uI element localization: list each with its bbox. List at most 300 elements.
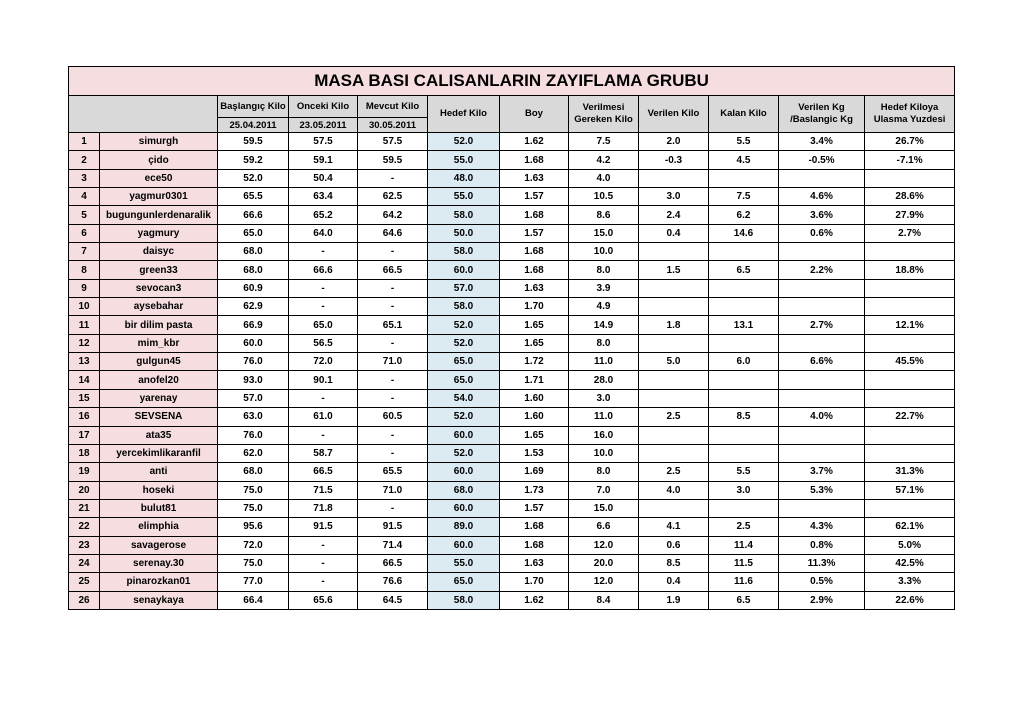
cell-row-number: 15 — [69, 389, 100, 407]
cell-to-lose: 8.0 — [569, 463, 639, 481]
cell-height: 1.68 — [500, 261, 569, 279]
cell-current-kilo: 64.6 — [358, 224, 428, 242]
cell-to-lose: 10.5 — [569, 188, 639, 206]
cell-remaining-kilo: 11.5 — [709, 554, 779, 572]
cell-target-pct — [865, 371, 955, 389]
cell-prev-kilo: 61.0 — [289, 408, 358, 426]
cell-start-kilo: 65.0 — [218, 224, 289, 242]
cell-target-pct — [865, 499, 955, 517]
cell-height: 1.62 — [500, 133, 569, 151]
cell-start-kilo: 95.6 — [218, 518, 289, 536]
cell-height: 1.63 — [500, 169, 569, 187]
cell-to-lose: 3.9 — [569, 279, 639, 297]
cell-target-pct: 5.0% — [865, 536, 955, 554]
cell-member-name: SEVSENA — [100, 408, 218, 426]
cell-member-name: bulut81 — [100, 499, 218, 517]
cell-row-number: 16 — [69, 408, 100, 426]
cell-lost-kilo: 4.1 — [639, 518, 709, 536]
header-target-pct-line2: Ulasma Yuzdesi — [873, 114, 946, 125]
cell-height: 1.62 — [500, 591, 569, 609]
cell-current-kilo: - — [358, 298, 428, 316]
cell-prev-kilo: - — [289, 243, 358, 261]
cell-member-name: anofel20 — [100, 371, 218, 389]
date-prev: 23.05.2011 — [289, 118, 358, 133]
cell-lost-ratio — [779, 389, 865, 407]
cell-remaining-kilo: 11.4 — [709, 536, 779, 554]
cell-height: 1.68 — [500, 518, 569, 536]
table-row — [69, 463, 955, 481]
cell-target-pct — [865, 426, 955, 444]
cell-start-kilo: 68.0 — [218, 261, 289, 279]
cell-member-name: aysebahar — [100, 298, 218, 316]
cell-current-kilo: - — [358, 243, 428, 261]
cell-prev-kilo: 59.1 — [289, 151, 358, 169]
header-height: Boy — [500, 96, 569, 133]
cell-target-pct — [865, 298, 955, 316]
table-row — [69, 151, 955, 169]
cell-prev-kilo: - — [289, 573, 358, 591]
cell-member-name: yagmury — [100, 224, 218, 242]
cell-current-kilo: 91.5 — [358, 518, 428, 536]
cell-to-lose: 8.0 — [569, 334, 639, 352]
cell-target-pct: 18.8% — [865, 261, 955, 279]
table-row — [69, 169, 955, 187]
cell-member-name: senaykaya — [100, 591, 218, 609]
cell-remaining-kilo: 3.0 — [709, 481, 779, 499]
cell-height: 1.57 — [500, 188, 569, 206]
cell-row-number: 17 — [69, 426, 100, 444]
cell-current-kilo: 71.0 — [358, 353, 428, 371]
cell-row-number: 7 — [69, 243, 100, 261]
table-row — [69, 591, 955, 609]
cell-current-kilo: 76.6 — [358, 573, 428, 591]
cell-member-name: çido — [100, 151, 218, 169]
cell-row-number: 18 — [69, 444, 100, 462]
cell-prev-kilo: 71.8 — [289, 499, 358, 517]
cell-remaining-kilo — [709, 444, 779, 462]
cell-prev-kilo: 65.6 — [289, 591, 358, 609]
cell-current-kilo: - — [358, 499, 428, 517]
cell-to-lose: 15.0 — [569, 224, 639, 242]
cell-start-kilo: 75.0 — [218, 481, 289, 499]
cell-target-kilo: 50.0 — [428, 224, 500, 242]
table-row — [69, 444, 955, 462]
cell-to-lose: 6.6 — [569, 518, 639, 536]
cell-lost-ratio — [779, 298, 865, 316]
cell-row-number: 8 — [69, 261, 100, 279]
cell-prev-kilo: 65.2 — [289, 206, 358, 224]
table-row — [69, 426, 955, 444]
cell-start-kilo: 77.0 — [218, 573, 289, 591]
cell-lost-kilo — [639, 279, 709, 297]
cell-remaining-kilo — [709, 279, 779, 297]
cell-remaining-kilo — [709, 298, 779, 316]
cell-prev-kilo: 90.1 — [289, 371, 358, 389]
cell-row-number: 26 — [69, 591, 100, 609]
cell-member-name: daisyc — [100, 243, 218, 261]
cell-remaining-kilo — [709, 499, 779, 517]
cell-target-kilo: 55.0 — [428, 188, 500, 206]
sheet-title: MASA BASI CALISANLARIN ZAYIFLAMA GRUBU — [69, 67, 955, 96]
cell-target-pct: 22.6% — [865, 591, 955, 609]
cell-start-kilo: 66.9 — [218, 316, 289, 334]
cell-prev-kilo: - — [289, 389, 358, 407]
cell-lost-ratio: 4.3% — [779, 518, 865, 536]
cell-target-pct: -7.1% — [865, 151, 955, 169]
cell-row-number: 5 — [69, 206, 100, 224]
cell-target-pct: 2.7% — [865, 224, 955, 242]
cell-lost-ratio — [779, 426, 865, 444]
cell-remaining-kilo: 5.5 — [709, 133, 779, 151]
cell-current-kilo: 57.5 — [358, 133, 428, 151]
cell-row-number: 24 — [69, 554, 100, 572]
cell-start-kilo: 57.0 — [218, 389, 289, 407]
cell-current-kilo: - — [358, 389, 428, 407]
cell-height: 1.57 — [500, 224, 569, 242]
cell-lost-kilo: 1.5 — [639, 261, 709, 279]
cell-to-lose: 3.0 — [569, 389, 639, 407]
cell-lost-ratio: 6.6% — [779, 353, 865, 371]
cell-height: 1.63 — [500, 279, 569, 297]
cell-height: 1.68 — [500, 151, 569, 169]
cell-lost-kilo — [639, 389, 709, 407]
header-prev-kilo: Onceki Kilo — [289, 96, 358, 118]
cell-remaining-kilo — [709, 389, 779, 407]
cell-prev-kilo: 65.0 — [289, 316, 358, 334]
table-row — [69, 224, 955, 242]
cell-row-number: 10 — [69, 298, 100, 316]
cell-target-pct: 3.3% — [865, 573, 955, 591]
cell-lost-kilo: 0.4 — [639, 224, 709, 242]
cell-current-kilo: 71.0 — [358, 481, 428, 499]
cell-lost-kilo: 1.8 — [639, 316, 709, 334]
cell-target-kilo: 52.0 — [428, 334, 500, 352]
cell-lost-kilo: 5.0 — [639, 353, 709, 371]
cell-current-kilo: - — [358, 169, 428, 187]
cell-member-name: pinarozkan01 — [100, 573, 218, 591]
cell-lost-ratio — [779, 499, 865, 517]
cell-lost-kilo: 4.0 — [639, 481, 709, 499]
cell-lost-ratio: 2.9% — [779, 591, 865, 609]
cell-height: 1.71 — [500, 371, 569, 389]
cell-prev-kilo: 66.6 — [289, 261, 358, 279]
cell-remaining-kilo: 5.5 — [709, 463, 779, 481]
cell-lost-kilo: 2.4 — [639, 206, 709, 224]
cell-to-lose: 11.0 — [569, 408, 639, 426]
cell-target-kilo: 68.0 — [428, 481, 500, 499]
cell-member-name: anti — [100, 463, 218, 481]
table-row — [69, 408, 955, 426]
cell-start-kilo: 68.0 — [218, 463, 289, 481]
cell-remaining-kilo: 6.5 — [709, 591, 779, 609]
cell-lost-kilo: 1.9 — [639, 591, 709, 609]
cell-prev-kilo: - — [289, 554, 358, 572]
cell-member-name: savagerose — [100, 536, 218, 554]
cell-target-pct: 62.1% — [865, 518, 955, 536]
cell-current-kilo: - — [358, 426, 428, 444]
cell-to-lose: 10.0 — [569, 243, 639, 261]
cell-remaining-kilo: 8.5 — [709, 408, 779, 426]
cell-target-kilo: 60.0 — [428, 463, 500, 481]
date-start: 25.04.2011 — [218, 118, 289, 133]
cell-to-lose: 4.9 — [569, 298, 639, 316]
cell-target-pct — [865, 444, 955, 462]
cell-height: 1.60 — [500, 389, 569, 407]
cell-current-kilo: 60.5 — [358, 408, 428, 426]
cell-remaining-kilo — [709, 371, 779, 389]
cell-member-name: elimphia — [100, 518, 218, 536]
cell-member-name: gulgun45 — [100, 353, 218, 371]
table-row — [69, 518, 955, 536]
cell-member-name: yercekimlikaranfil — [100, 444, 218, 462]
table-row — [69, 261, 955, 279]
cell-to-lose: 12.0 — [569, 573, 639, 591]
cell-lost-kilo — [639, 444, 709, 462]
cell-current-kilo: 71.4 — [358, 536, 428, 554]
cell-row-number: 11 — [69, 316, 100, 334]
cell-target-kilo: 52.0 — [428, 408, 500, 426]
cell-row-number: 23 — [69, 536, 100, 554]
cell-prev-kilo: 71.5 — [289, 481, 358, 499]
cell-start-kilo: 76.0 — [218, 353, 289, 371]
cell-remaining-kilo: 11.6 — [709, 573, 779, 591]
table-row — [69, 573, 955, 591]
table-row — [69, 188, 955, 206]
cell-remaining-kilo: 6.0 — [709, 353, 779, 371]
table-row — [69, 481, 955, 499]
cell-target-kilo: 52.0 — [428, 316, 500, 334]
cell-height: 1.68 — [500, 206, 569, 224]
cell-row-number: 2 — [69, 151, 100, 169]
cell-height: 1.70 — [500, 298, 569, 316]
cell-lost-kilo — [639, 426, 709, 444]
cell-target-pct: 45.5% — [865, 353, 955, 371]
cell-current-kilo: - — [358, 334, 428, 352]
cell-row-number: 20 — [69, 481, 100, 499]
cell-target-pct — [865, 279, 955, 297]
cell-current-kilo: 66.5 — [358, 261, 428, 279]
header-target-pct — [865, 96, 955, 133]
cell-height: 1.72 — [500, 353, 569, 371]
table-row — [69, 316, 955, 334]
header-to-lose-line2: Gereken Kilo — [574, 114, 633, 125]
cell-lost-kilo — [639, 371, 709, 389]
cell-lost-kilo: 0.4 — [639, 573, 709, 591]
cell-target-kilo: 58.0 — [428, 591, 500, 609]
cell-member-name: bir dilim pasta — [100, 316, 218, 334]
cell-member-name: ata35 — [100, 426, 218, 444]
table-row — [69, 334, 955, 352]
table-row — [69, 499, 955, 517]
cell-start-kilo: 65.5 — [218, 188, 289, 206]
cell-target-kilo: 65.0 — [428, 371, 500, 389]
cell-to-lose: 12.0 — [569, 536, 639, 554]
cell-to-lose: 8.6 — [569, 206, 639, 224]
cell-height: 1.60 — [500, 408, 569, 426]
cell-row-number: 6 — [69, 224, 100, 242]
cell-to-lose: 15.0 — [569, 499, 639, 517]
cell-target-kilo: 60.0 — [428, 261, 500, 279]
cell-to-lose: 20.0 — [569, 554, 639, 572]
cell-lost-ratio — [779, 279, 865, 297]
cell-target-kilo: 57.0 — [428, 279, 500, 297]
cell-height: 1.65 — [500, 316, 569, 334]
cell-lost-kilo: 8.5 — [639, 554, 709, 572]
cell-current-kilo: 66.5 — [358, 554, 428, 572]
cell-target-kilo: 52.0 — [428, 133, 500, 151]
cell-start-kilo: 59.5 — [218, 133, 289, 151]
cell-start-kilo: 62.9 — [218, 298, 289, 316]
cell-target-pct — [865, 169, 955, 187]
cell-target-pct: 22.7% — [865, 408, 955, 426]
cell-height: 1.73 — [500, 481, 569, 499]
cell-remaining-kilo: 13.1 — [709, 316, 779, 334]
cell-row-number: 19 — [69, 463, 100, 481]
cell-member-name: hoseki — [100, 481, 218, 499]
cell-height: 1.68 — [500, 243, 569, 261]
cell-current-kilo: - — [358, 371, 428, 389]
cell-current-kilo: 62.5 — [358, 188, 428, 206]
cell-to-lose: 14.9 — [569, 316, 639, 334]
cell-lost-ratio: 4.0% — [779, 408, 865, 426]
cell-prev-kilo: - — [289, 536, 358, 554]
cell-target-kilo: 60.0 — [428, 499, 500, 517]
cell-height: 1.65 — [500, 334, 569, 352]
cell-remaining-kilo: 2.5 — [709, 518, 779, 536]
cell-target-kilo: 60.0 — [428, 536, 500, 554]
cell-lost-kilo — [639, 243, 709, 261]
cell-start-kilo: 75.0 — [218, 499, 289, 517]
table-row — [69, 243, 955, 261]
table-row — [69, 298, 955, 316]
cell-start-kilo: 72.0 — [218, 536, 289, 554]
cell-lost-ratio: 3.4% — [779, 133, 865, 151]
cell-row-number: 4 — [69, 188, 100, 206]
cell-lost-ratio: 0.8% — [779, 536, 865, 554]
cell-member-name: sevocan3 — [100, 279, 218, 297]
cell-height: 1.65 — [500, 426, 569, 444]
cell-height: 1.57 — [500, 499, 569, 517]
cell-lost-ratio: 3.7% — [779, 463, 865, 481]
cell-to-lose: 4.0 — [569, 169, 639, 187]
cell-to-lose: 4.2 — [569, 151, 639, 169]
cell-prev-kilo: 56.5 — [289, 334, 358, 352]
cell-lost-ratio: -0.5% — [779, 151, 865, 169]
cell-current-kilo: 65.5 — [358, 463, 428, 481]
cell-height: 1.69 — [500, 463, 569, 481]
cell-remaining-kilo — [709, 426, 779, 444]
header-lost-ratio — [779, 96, 865, 133]
header-current-kilo: Mevcut Kilo — [358, 96, 428, 118]
cell-start-kilo: 66.4 — [218, 591, 289, 609]
cell-lost-kilo: 2.5 — [639, 463, 709, 481]
cell-lost-ratio: 5.3% — [779, 481, 865, 499]
cell-lost-kilo: 2.5 — [639, 408, 709, 426]
cell-row-number: 9 — [69, 279, 100, 297]
header-to-lose-line1: Verilmesi — [582, 102, 625, 113]
cell-to-lose: 11.0 — [569, 353, 639, 371]
cell-target-pct: 26.7% — [865, 133, 955, 151]
cell-row-number: 21 — [69, 499, 100, 517]
header-blank — [69, 96, 218, 133]
cell-prev-kilo: 63.4 — [289, 188, 358, 206]
cell-remaining-kilo: 4.5 — [709, 151, 779, 169]
cell-row-number: 22 — [69, 518, 100, 536]
cell-remaining-kilo — [709, 334, 779, 352]
cell-target-kilo: 52.0 — [428, 444, 500, 462]
header-target-pct-line1: Hedef Kiloya — [880, 102, 939, 113]
cell-prev-kilo: 66.5 — [289, 463, 358, 481]
cell-target-kilo: 65.0 — [428, 573, 500, 591]
cell-start-kilo: 60.0 — [218, 334, 289, 352]
cell-start-kilo: 66.6 — [218, 206, 289, 224]
cell-target-pct — [865, 389, 955, 407]
cell-target-kilo: 58.0 — [428, 298, 500, 316]
cell-height: 1.53 — [500, 444, 569, 462]
cell-current-kilo: 59.5 — [358, 151, 428, 169]
cell-lost-ratio — [779, 334, 865, 352]
cell-start-kilo: 75.0 — [218, 554, 289, 572]
cell-target-kilo: 58.0 — [428, 206, 500, 224]
weight-loss-table — [68, 66, 955, 610]
cell-member-name: mim_kbr — [100, 334, 218, 352]
cell-prev-kilo: - — [289, 298, 358, 316]
cell-start-kilo: 59.2 — [218, 151, 289, 169]
cell-prev-kilo: - — [289, 279, 358, 297]
cell-current-kilo: 65.1 — [358, 316, 428, 334]
cell-row-number: 1 — [69, 133, 100, 151]
cell-target-pct: 28.6% — [865, 188, 955, 206]
cell-lost-ratio: 2.2% — [779, 261, 865, 279]
cell-lost-kilo: 0.6 — [639, 536, 709, 554]
cell-target-pct: 42.5% — [865, 554, 955, 572]
cell-target-kilo: 54.0 — [428, 389, 500, 407]
cell-target-pct — [865, 334, 955, 352]
table-row — [69, 554, 955, 572]
cell-lost-ratio — [779, 444, 865, 462]
cell-remaining-kilo: 14.6 — [709, 224, 779, 242]
cell-row-number: 14 — [69, 371, 100, 389]
cell-lost-ratio: 4.6% — [779, 188, 865, 206]
cell-member-name: serenay.30 — [100, 554, 218, 572]
cell-to-lose: 8.4 — [569, 591, 639, 609]
cell-target-pct: 12.1% — [865, 316, 955, 334]
cell-lost-kilo — [639, 169, 709, 187]
cell-member-name: ece50 — [100, 169, 218, 187]
cell-target-pct: 57.1% — [865, 481, 955, 499]
cell-current-kilo: 64.5 — [358, 591, 428, 609]
cell-start-kilo: 68.0 — [218, 243, 289, 261]
cell-member-name: yarenay — [100, 389, 218, 407]
cell-to-lose: 8.0 — [569, 261, 639, 279]
table-row — [69, 353, 955, 371]
cell-start-kilo: 62.0 — [218, 444, 289, 462]
cell-lost-kilo: 2.0 — [639, 133, 709, 151]
cell-lost-ratio: 0.6% — [779, 224, 865, 242]
cell-to-lose: 10.0 — [569, 444, 639, 462]
cell-start-kilo: 60.9 — [218, 279, 289, 297]
cell-remaining-kilo — [709, 169, 779, 187]
cell-start-kilo: 63.0 — [218, 408, 289, 426]
cell-row-number: 25 — [69, 573, 100, 591]
cell-lost-kilo — [639, 499, 709, 517]
cell-row-number: 13 — [69, 353, 100, 371]
cell-lost-ratio — [779, 243, 865, 261]
cell-target-kilo: 55.0 — [428, 151, 500, 169]
table-row — [69, 536, 955, 554]
cell-member-name: green33 — [100, 261, 218, 279]
cell-prev-kilo: 72.0 — [289, 353, 358, 371]
